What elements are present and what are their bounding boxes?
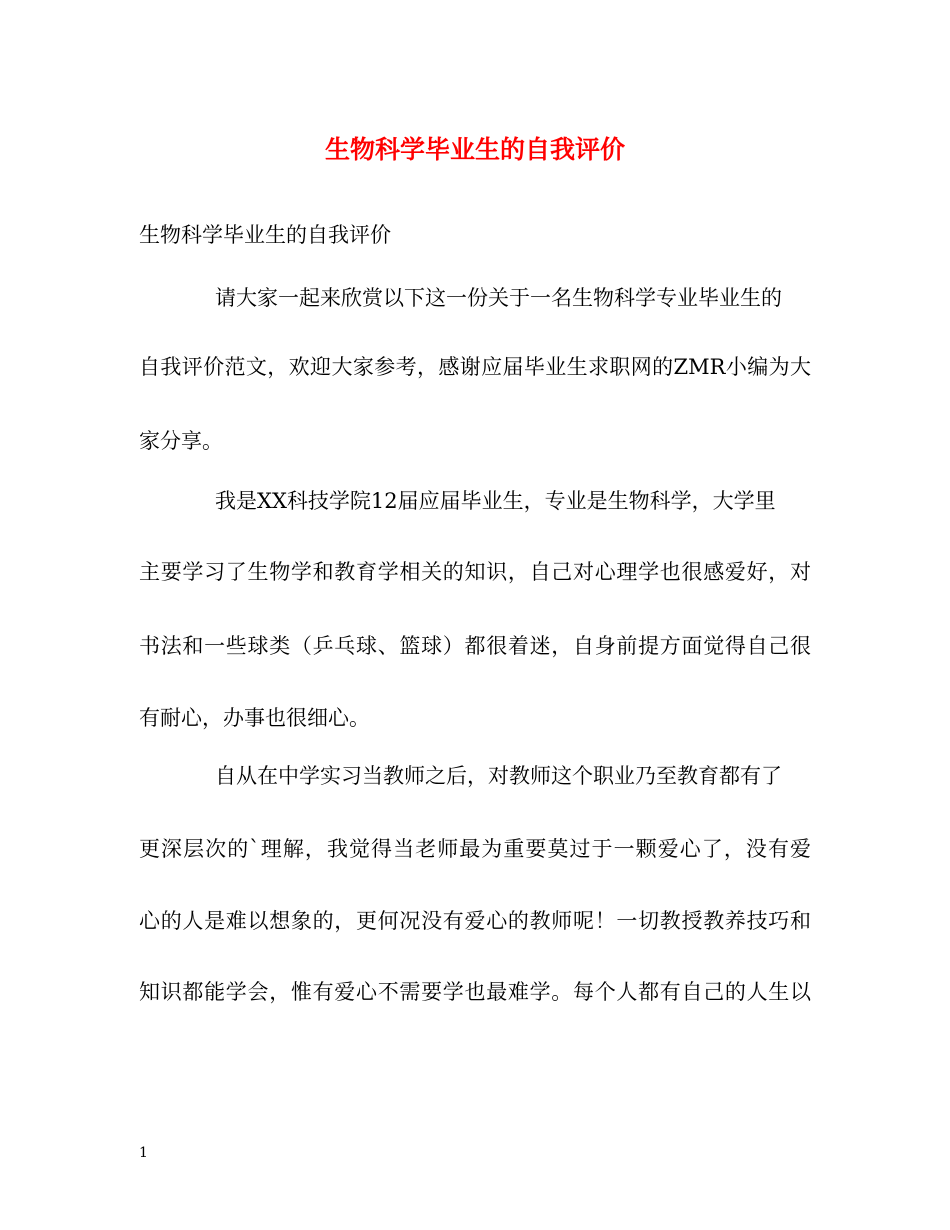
paragraph-1-line-3: 家分享。 — [139, 429, 223, 453]
paragraph-3-line-2: 更深层次的`理解，我觉得当老师最为重要莫过于一颗爱心了，没有爱 — [139, 837, 811, 861]
paragraph-1-line-1: 请大家一起来欣赏以下这一份关于一名生物科学专业毕业生的 — [215, 286, 782, 310]
paragraph-3-line-4: 知识都能学会，惟有爱心不需要学也最难学。每个人都有自己的人生以 — [139, 980, 811, 1004]
paragraph-2-line-4: 有耐心，办事也很细心。 — [139, 706, 370, 730]
subtitle-line: 生物科学毕业生的自我评价 — [139, 223, 391, 247]
paragraph-1-line-2: 自我评价范文，欢迎大家参考，感谢应届毕业生求职网的ZMR小编为大 — [139, 355, 811, 379]
document-title: 生物科学毕业生的自我评价 — [324, 135, 625, 164]
paragraph-2-line-1: 我是XX科技学院12届应届毕业生，专业是生物科学，大学里 — [215, 489, 776, 513]
paragraph-2-line-3: 书法和一些球类（乒乓球、篮球）都很着迷，自身前提方面觉得自己很 — [139, 634, 811, 658]
page-number: 1 — [139, 1145, 148, 1161]
paragraph-2-line-2: 主要学习了生物学和教育学相关的知识，自己对心理学也很感爱好，对 — [139, 560, 811, 584]
paragraph-3-line-3: 心的人是难以想象的，更何况没有爱心的教师呢！一切教授教养技巧和 — [139, 909, 811, 933]
paragraph-3-line-1: 自从在中学实习当教师之后，对教师这个职业乃至教育都有了 — [215, 764, 782, 788]
